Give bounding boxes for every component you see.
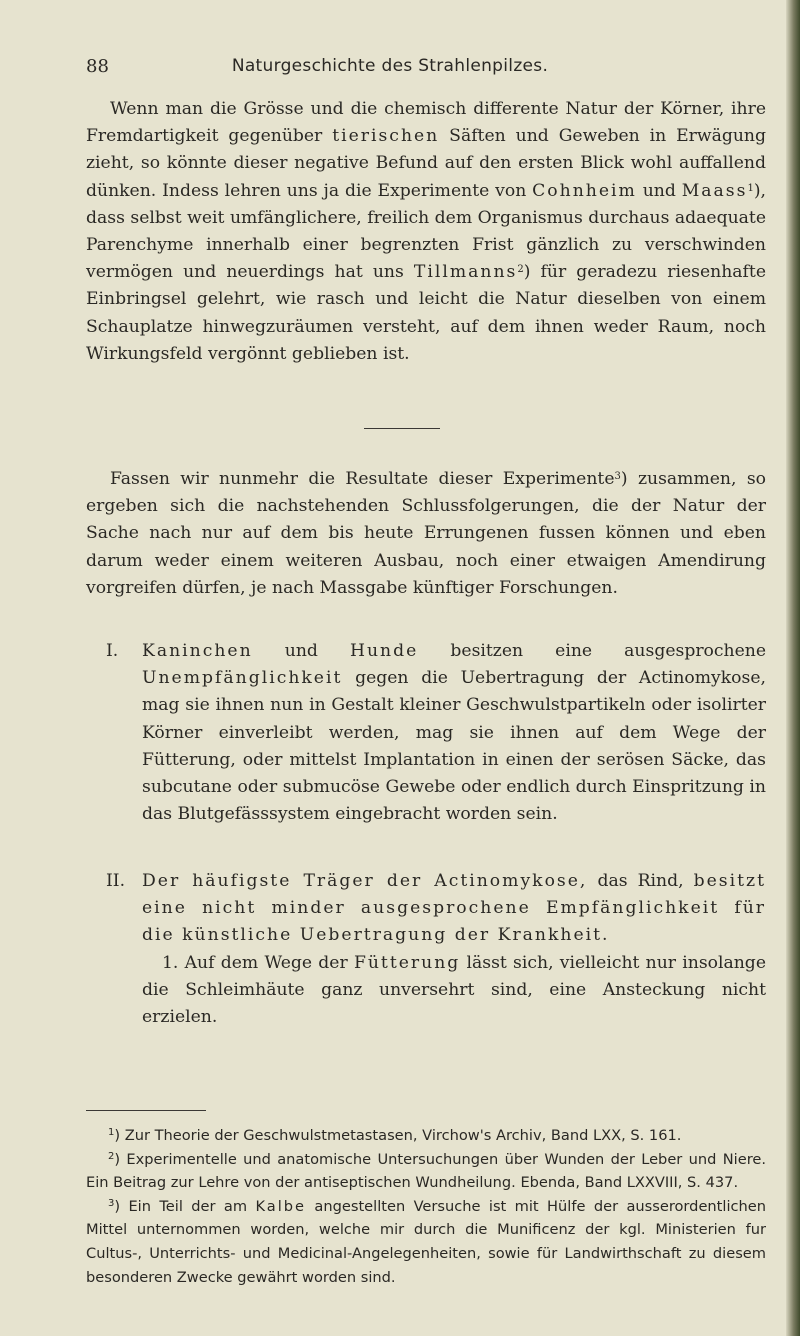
text: und	[252, 641, 350, 661]
footnote-ref: 1	[747, 182, 754, 194]
page-binding-edge	[786, 0, 800, 1336]
footnote-3	[86, 1195, 766, 1289]
text: und	[636, 180, 682, 201]
paragraph-1	[86, 96, 766, 368]
spaced-text: Unempfänglichkeit	[142, 668, 343, 689]
running-title: Naturgeschichte des Strahlenpilzes.	[231, 56, 549, 76]
spaced-text: Hunde	[350, 641, 419, 661]
author-name: Tillmanns	[413, 262, 518, 283]
spaced-text: Kaninchen	[142, 641, 253, 661]
footnotes	[86, 1124, 766, 1289]
text: ) zusammen, so ergeben sich die nachstehenden Schlussfolgerungen, die der Natur der Sache nach nur auf dem bis heute Errungenen fussen können und eben darum weder einem weiteren Ausbau, noch einer etwaigen Amendirung vorgreifen dürfen, je nach Massgabe künftiger Forschungen.	[86, 469, 766, 598]
text: Auf dem Wege der	[178, 952, 354, 973]
spaced-text: besitzt eine nicht minder ausgesprochene Empfänglichkeit für die künstliche Uebertragung der Krankheit.	[142, 871, 766, 946]
item-number: II.	[106, 871, 126, 891]
subitem-number: 1.	[162, 952, 179, 973]
item-number: I.	[106, 641, 119, 661]
page-number: 88	[86, 56, 109, 77]
footnote-text: ) Ein Teil der am	[114, 1197, 256, 1215]
footnote-text: ) Experimentelle und anatomische Untersuchungen über Wunden der Leber und Niere. Ein Beitrag zur Lehre von der antiseptischen Wundheilung. Ebenda, Band LXXVIII, S. 437.	[86, 1150, 766, 1192]
text: lässt sich, vielleicht nur insolange die Schleimhäute ganz unversehrt sind, eine Ansteckung nicht erzielen.	[142, 952, 766, 1028]
spaced-text: tierischen	[332, 126, 440, 147]
spaced-text: Der häufigste Träger der Actinomykose,	[142, 871, 588, 891]
paragraph-2	[86, 466, 766, 602]
text: ) für geradezu riesenhafte Einbringsel gelehrt, wie rasch und leicht die Natur dieselben von einem Schauplatze hinwegzuräumen versteht, auf dem ihnen weder Raum, noch Wirkungsfeld vergönnt geblieben ist.	[86, 262, 766, 364]
conclusion-item-2	[86, 868, 766, 1031]
conclusion-item-1	[86, 638, 766, 828]
text: das Rind,	[587, 871, 694, 891]
footnote-1	[86, 1124, 766, 1148]
spaced-text: Fütterung	[353, 952, 461, 973]
text: ), dass selbst weit umfänglichere, freilich dem Organismus durchaus adaequate Parenchyme innerhalb einer begrenzten Frist gänzlich zu verschwinden vermögen und neuerdings hat uns	[86, 180, 766, 283]
text: Säften und Geweben in Erwägung zieht, so könnte dieser negative Befund auf den ersten Blick wohl auffallend dünken. Indess lehren uns ja die Experimente von	[86, 126, 766, 201]
text: Wenn man die Grösse und die chemisch differente Natur der Körner, ihre Fremdartigkeit gegenüber	[86, 99, 766, 147]
footnote-text: ) Zur Theorie der Geschwulstmetastasen, Virchow's Archiv, Band LXX, S. 161.	[114, 1127, 682, 1144]
section-divider	[364, 428, 440, 429]
author-name: Cohnheim	[532, 180, 637, 201]
text: besitzen eine ausgesprochene	[418, 641, 766, 661]
footnote-mark: 2	[108, 1150, 115, 1162]
footnote-divider	[86, 1110, 206, 1111]
footnote-2	[86, 1148, 766, 1195]
text: gegen die Uebertragung der Actinomykose, mag sie ihnen nun in Gestalt kleiner Geschwulstpartikeln oder isolirter Körner einverleibt werden, mag sie ihnen auf dem Wege der Fütterung, oder mittelst Implantation in einen der serösen Säcke, das subcutane oder submucöse Gewebe oder endlich durch Einspritzung in das Blutgefässsystem eingebracht worden sein.	[142, 668, 766, 825]
footnote-ref: 2	[517, 264, 524, 276]
spaced-text: Kalbe	[255, 1197, 307, 1215]
footnote-mark: 1	[108, 1127, 115, 1138]
page-header	[0, 56, 780, 86]
footnote-mark: 3	[108, 1197, 115, 1209]
author-name: Maass	[681, 180, 748, 201]
text: Fassen wir nunmehr die Resultate dieser Experimente	[110, 469, 615, 489]
footnote-text: angestellten Versuche ist mit Hülfe der ausserordentlichen Mittel unternommen worden, welche mir durch die Munificenz der kgl. Ministerien fur Cultus-, Unterrichts- und Medicinal-Angelegenheiten, sowie für Landwirthschaft zu diesem besonderen Zwecke gewährt worden sind.	[86, 1197, 767, 1286]
footnote-ref: 3	[614, 471, 621, 482]
